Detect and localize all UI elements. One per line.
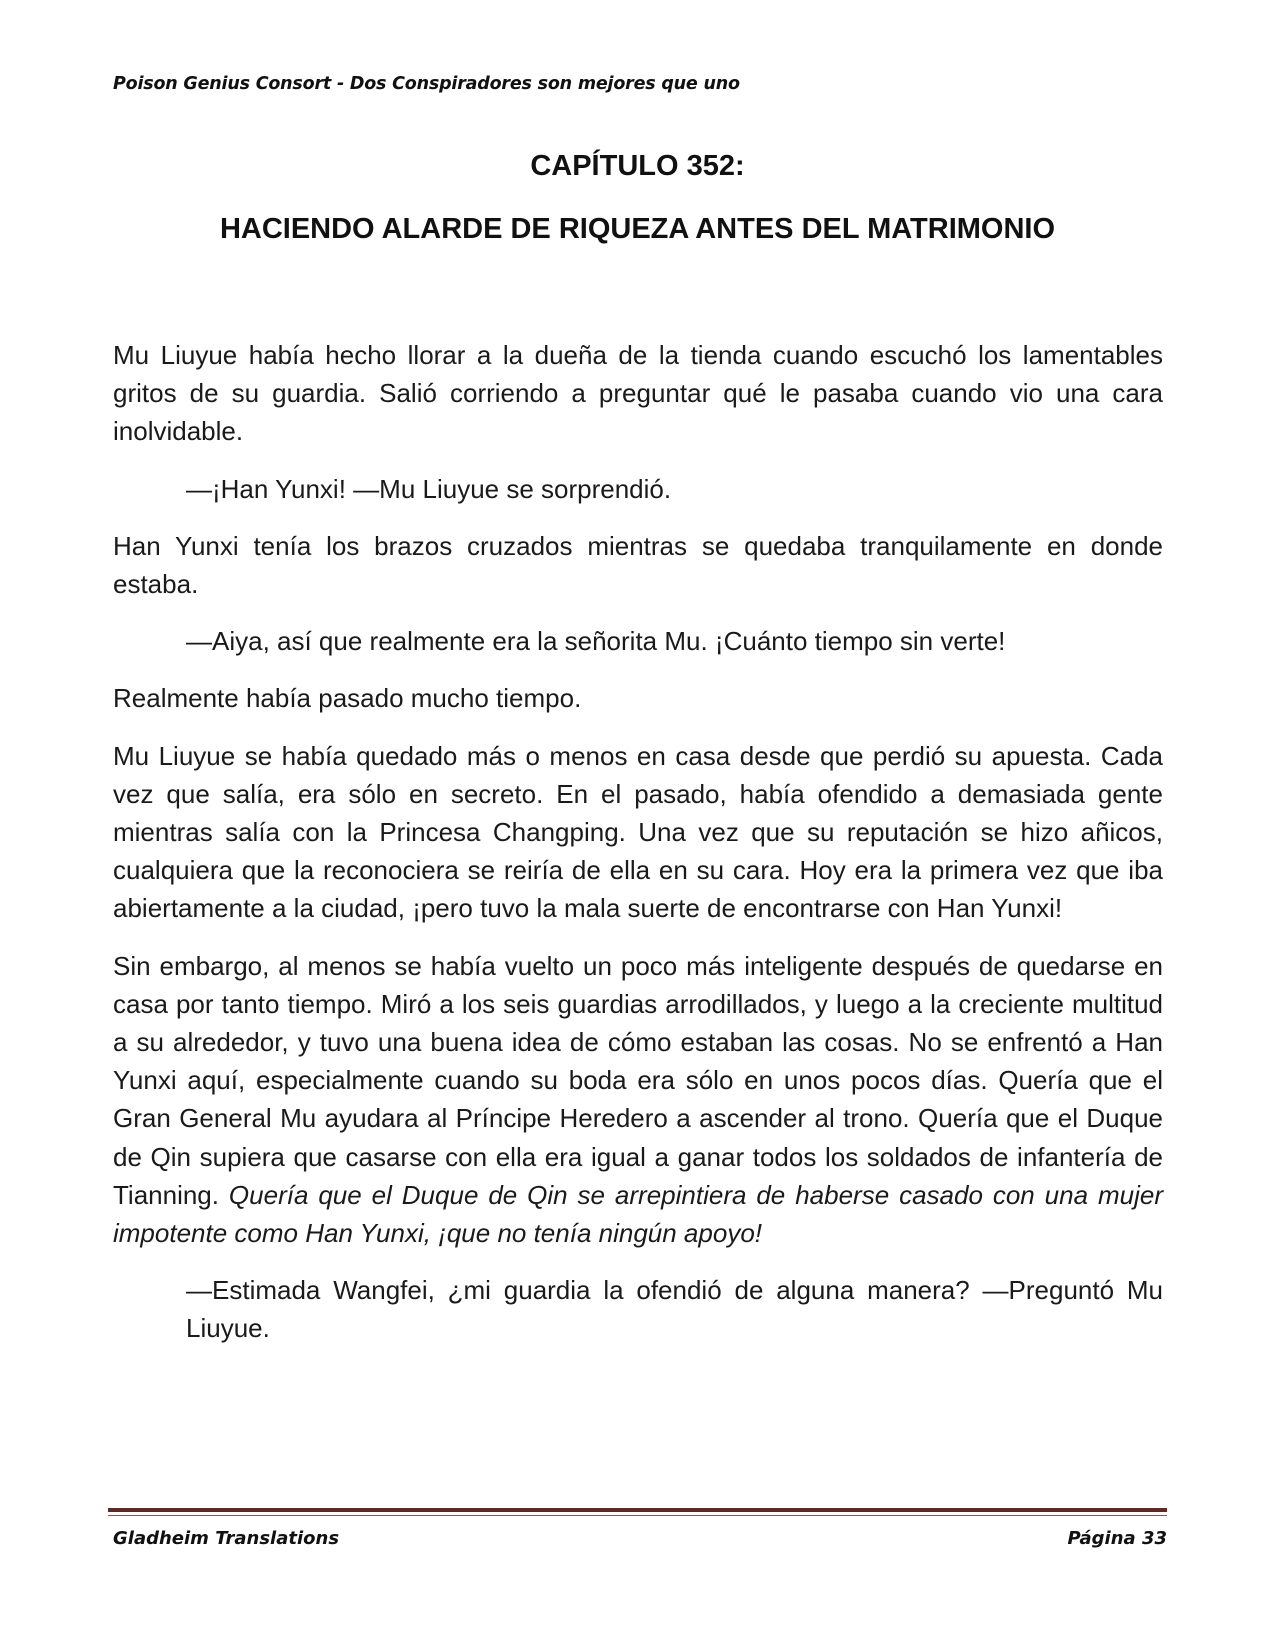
- paragraph: Mu Liuyue había hecho llorar a la dueña de la tienda cuando escuchó los lamentables gritos de su guardia. Salió corriendo a preguntar qué le pasaba cuando vio una cara inolvidable.: [113, 340, 1163, 447]
- paragraph: [113, 947, 1163, 1253]
- dialogue-paragraph: —¡Han Yunxi! —Mu Liuyue se sorprendió.: [186, 473, 672, 504]
- footer-divider-thin: [108, 1515, 1167, 1516]
- chapter-number: CAPÍTULO 352:: [530, 150, 745, 182]
- footer-divider: [108, 1508, 1167, 1512]
- dialogue-paragraph: —Aiya, así que realmente era la señorita Mu. ¡Cuánto tiempo sin verte!: [186, 626, 1006, 657]
- footer-publisher: Gladheim Translations: [113, 1528, 340, 1549]
- chapter-title: HACIENDO ALARDE DE RIQUEZA ANTES DEL MATRIMONIO: [219, 213, 1056, 245]
- running-header: Poison Genius Consort - Dos Conspiradores son mejores que uno: [113, 74, 740, 94]
- page-number: Página 33: [1067, 1528, 1167, 1549]
- paragraph: Han Yunxi tenía los brazos cruzados mientras se quedaba tranquilamente en donde estaba.: [113, 530, 1163, 600]
- chapter-body: [113, 336, 1163, 1348]
- paragraph: Mu Liuyue se había quedado más o menos en casa desde que perdió su apuesta. Cada vez que salía, era sólo en secreto. En el pasado, había ofendido a demasiada gente mientras salía con la Princesa Changping. Una vez que su reputación se hizo añicos, cualquiera que la reconociera se reiría de ella en su cara. Hoy era la primera vez que iba abiertamente a la ciudad, ¡pero tuvo la mala suerte de encontrarse con Han Yunxi!: [113, 740, 1163, 924]
- dialogue-paragraph: —Estimada Wangfei, ¿mi guardia la ofendió de alguna manera? —Preguntó Mu Liuyue.: [186, 1275, 1163, 1344]
- italic-thought: Quería que el Duque de Qin se arrepintiera de haberse casado con una mujer impotente como Han Yunxi, ¡que no tenía ningún apoyo!: [113, 1179, 1163, 1249]
- paragraph-text: Sin embargo, al menos se había vuelto un poco más inteligente después de quedarse en casa por tanto tiempo. Miró a los seis guardias arrodillados, y luego a la creciente multitud a su alrededor, y tuvo una buena idea de cómo estaban las cosas. No se enfrentó a Han Yunxi aquí, especialmente cuando su boda era sólo en unos pocos días. Quería que el Gran General Mu ayudara al Príncipe Heredero a ascender al trono. Quería que el Duque de Qin supiera que casarse con ella era igual a ganar todos los soldados de infantería de Tianning.: [113, 950, 1163, 1210]
- paragraph: Realmente había pasado mucho tiempo.: [113, 683, 582, 714]
